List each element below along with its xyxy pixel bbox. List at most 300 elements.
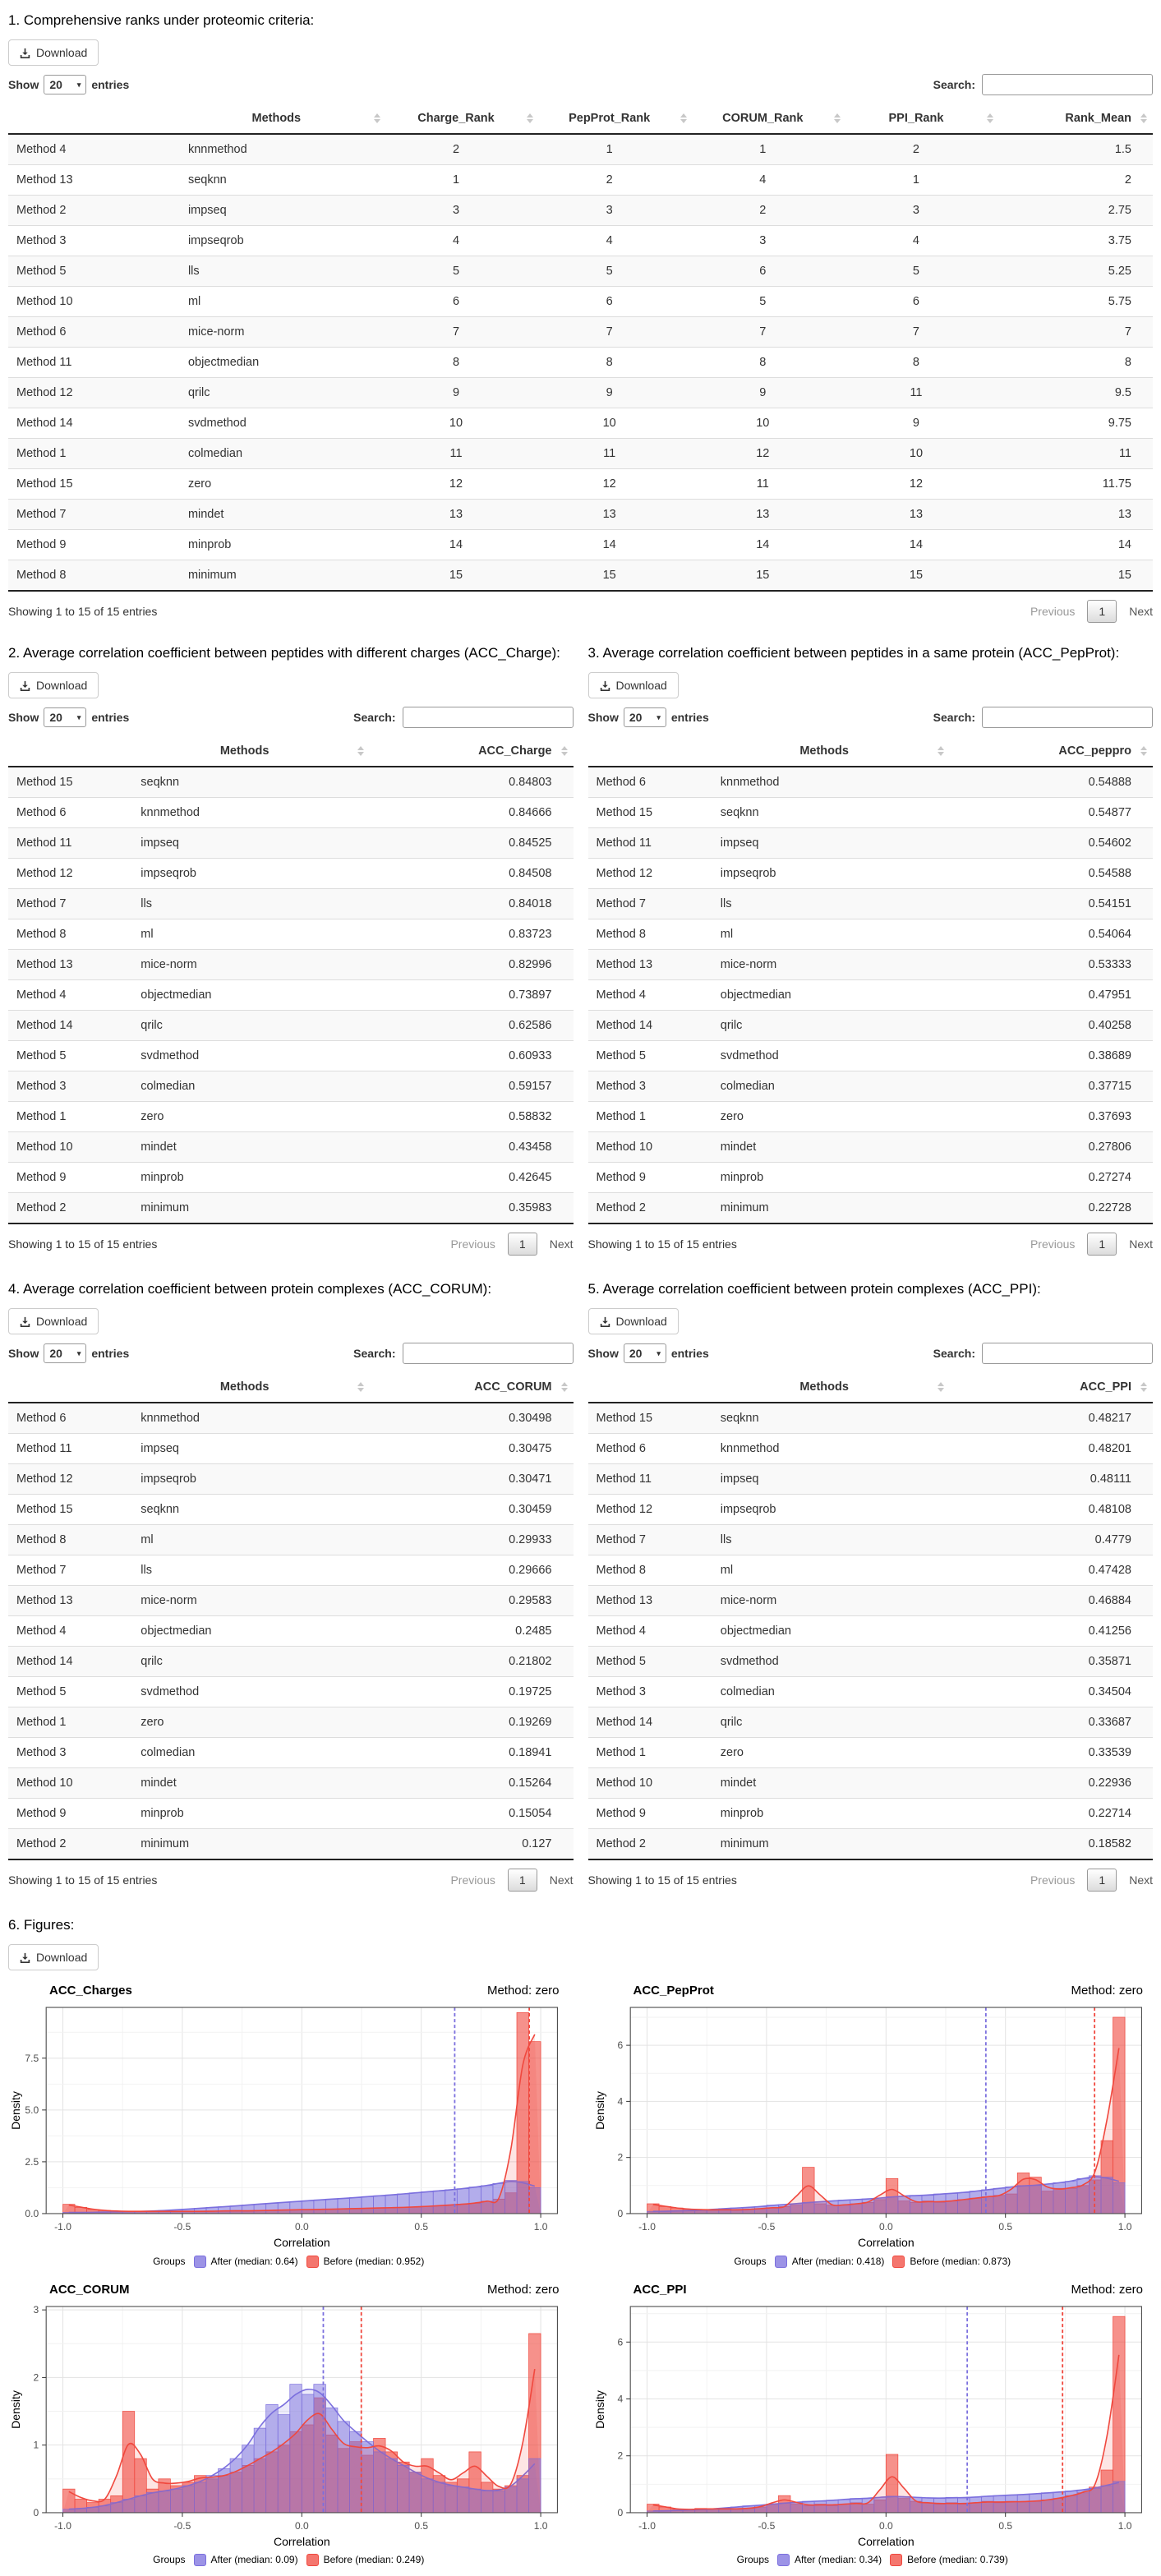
table-row: Method 6 knnmethod 0.84666 <box>8 798 574 828</box>
legend-item-before: Before (median: 0.249) <box>306 2554 425 2566</box>
chart-canvas-acc-pepprot <box>592 1999 1154 2255</box>
legend-swatch-before <box>306 2554 319 2566</box>
table-row: Method 3 colmedian 0.59157 <box>8 1071 574 1102</box>
page-size-value: 20 <box>49 711 62 725</box>
table-row: Method 4 knnmethod 2 1 1 2 1.5 <box>8 134 1153 165</box>
show-label: Show <box>8 711 39 725</box>
page-size-control <box>588 1343 709 1363</box>
chart-method-label: Method: zero <box>1071 2282 1143 2297</box>
table-controls <box>8 1343 574 1364</box>
caret-down-icon: ▾ <box>76 1348 81 1357</box>
svg-text:Density: Density <box>9 2389 23 2429</box>
search-control <box>933 707 1153 728</box>
section-title-acc-corum: 4. Average correlation coefficient between protein complexes (ACC_CORUM): <box>8 1281 492 1297</box>
next-page-button[interactable]: Next <box>1129 605 1153 619</box>
legend-item-before: Before (median: 0.873) <box>892 2256 1011 2268</box>
legend-item-before: Before (median: 0.739) <box>890 2554 1008 2566</box>
table-row: Method 2 minimum 0.22728 <box>588 1193 1154 1224</box>
svg-text:5.0: 5.0 <box>25 2104 39 2117</box>
page-number-button[interactable]: 1 <box>1087 1233 1117 1256</box>
svg-text:0.0: 0.0 <box>878 2221 893 2233</box>
svg-text:0.0: 0.0 <box>25 2208 39 2220</box>
section-title-acc-charge: 2. Average correlation coefficient between peptides with different charges (ACC_Charge): <box>8 645 560 661</box>
svg-text:Correlation: Correlation <box>857 2236 915 2250</box>
download-label: Download <box>36 679 88 693</box>
sort-arrows-icon <box>374 113 380 123</box>
section-acc-charge <box>8 636 574 1269</box>
svg-text:Correlation: Correlation <box>273 2236 330 2250</box>
sort-arrows-icon <box>834 113 841 123</box>
table-row: Method 15 zero 12 12 11 12 11.75 <box>8 469 1153 500</box>
pagination <box>1030 1869 1153 1892</box>
column-header-methods[interactable]: Methods <box>712 1372 950 1403</box>
column-header-methods[interactable]: Methods <box>712 736 950 767</box>
search-label: Search: <box>933 711 975 725</box>
chart-canvas-acc-corum <box>8 2298 569 2554</box>
svg-text:-1.0: -1.0 <box>54 2519 71 2532</box>
table-row: Method 7 lls 0.29666 <box>8 1555 574 1586</box>
table-row: Method 8 ml 0.83723 <box>8 919 574 950</box>
search-input[interactable] <box>403 1343 574 1364</box>
svg-text:1: 1 <box>33 2439 39 2451</box>
legend-title: Groups <box>734 2256 767 2267</box>
previous-page-button[interactable]: Previous <box>1030 605 1076 619</box>
page-size-select[interactable] <box>44 707 86 727</box>
table-row: Method 10 mindet 0.27806 <box>588 1132 1154 1163</box>
search-control <box>353 707 573 728</box>
table-info: Showing 1 to 15 of 15 entries <box>587 1873 737 1887</box>
acc-pepprot-table <box>588 736 1154 1224</box>
svg-text:Density: Density <box>592 2389 606 2429</box>
download-icon <box>600 1316 610 1327</box>
table-row: Method 3 colmedian 0.18941 <box>8 1738 574 1768</box>
svg-text:0.5: 0.5 <box>414 2221 429 2233</box>
legend-title: Groups <box>153 2256 186 2267</box>
caret-down-icon: ▾ <box>76 712 81 721</box>
svg-text:0.5: 0.5 <box>414 2519 429 2532</box>
legend-item-after: After (median: 0.09) <box>194 2554 298 2566</box>
column-header-ppi_rank[interactable]: PPI_Rank <box>846 104 1000 134</box>
svg-text:Correlation: Correlation <box>273 2534 330 2548</box>
page-size-value: 20 <box>49 1347 62 1361</box>
download-button[interactable] <box>588 672 679 698</box>
column-header-acc_peppro[interactable]: ACC_peppro <box>950 736 1154 767</box>
chart-title: ACC_Charges <box>49 1984 132 1998</box>
section-title-figures: 6. Figures: <box>8 1917 75 1933</box>
download-icon <box>600 680 610 691</box>
search-label: Search: <box>933 1347 975 1361</box>
row-label-header[interactable] <box>8 736 132 767</box>
table-controls <box>8 707 574 728</box>
figure-acc-charges <box>8 1982 569 2274</box>
search-control <box>353 1343 573 1364</box>
table-row: Method 15 seqknn 0.84803 <box>8 767 574 798</box>
show-label: Show <box>8 78 39 92</box>
table-footer <box>588 1233 1154 1256</box>
table-row: Method 11 impseq 0.48111 <box>588 1464 1154 1495</box>
download-button[interactable] <box>8 672 99 698</box>
svg-text:2: 2 <box>33 2371 39 2383</box>
download-label: Download <box>615 1315 667 1329</box>
previous-page-button[interactable]: Previous <box>1030 1237 1076 1251</box>
svg-text:0: 0 <box>616 2506 623 2518</box>
sort-arrows-icon <box>1140 746 1147 756</box>
chart-legend <box>592 2256 1154 2268</box>
chart-method-label: Method: zero <box>486 2282 560 2297</box>
table-row: Method 5 svdmethod 0.38689 <box>588 1041 1154 1071</box>
sort-arrows-icon <box>527 113 533 123</box>
caret-down-icon: ▾ <box>657 1348 661 1357</box>
table-row: Method 13 seqknn 1 2 4 1 2 <box>8 165 1153 196</box>
sort-arrows-icon <box>561 1382 568 1392</box>
table-row: Method 6 knnmethod 0.30498 <box>8 1403 574 1434</box>
chart-canvas-acc-charges <box>8 1999 569 2255</box>
page-number-button[interactable]: 1 <box>508 1869 537 1892</box>
row-label-header[interactable] <box>588 736 712 767</box>
svg-text:-0.5: -0.5 <box>758 2519 775 2532</box>
section-ranks <box>8 12 1153 623</box>
legend-swatch-before <box>306 2256 319 2268</box>
table-row: Method 4 objectmedian 0.47951 <box>588 980 1154 1011</box>
download-icon <box>20 1952 30 1963</box>
column-header-methods[interactable]: Methods <box>180 104 386 134</box>
legend-item-after: After (median: 0.64) <box>194 2256 298 2268</box>
table-row: Method 13 mice-norm 0.82996 <box>8 950 574 980</box>
table-row: Method 4 objectmedian 0.41256 <box>588 1616 1154 1647</box>
table-controls <box>588 707 1154 728</box>
table-footer <box>8 1869 574 1892</box>
table-row: Method 8 ml 0.47428 <box>588 1555 1154 1586</box>
legend-swatch-before <box>892 2256 905 2268</box>
table-row: Method 1 zero 0.19269 <box>8 1707 574 1738</box>
svg-text:-0.5: -0.5 <box>173 2221 191 2233</box>
section-title-ranks: 1. Comprehensive ranks under proteomic criteria: <box>8 12 315 28</box>
svg-text:2.5: 2.5 <box>25 2156 39 2168</box>
svg-text:0.0: 0.0 <box>878 2519 893 2532</box>
chart-title: ACC_CORUM <box>49 2282 130 2297</box>
sort-arrows-icon <box>1140 113 1147 123</box>
section-figures <box>8 1916 1153 2572</box>
chart-method-label: Method: zero <box>486 1984 560 1998</box>
section-acc-ppi <box>588 1272 1154 1905</box>
figure-acc-pepprot <box>592 1982 1154 2274</box>
table-row: Method 15 seqknn 0.30459 <box>8 1495 574 1525</box>
table-footer <box>8 600 1153 623</box>
download-button[interactable] <box>8 39 99 66</box>
page-size-value: 20 <box>629 1347 643 1361</box>
ranks-table <box>8 104 1153 592</box>
svg-text:0.0: 0.0 <box>294 2221 309 2233</box>
search-label: Search: <box>353 1347 396 1361</box>
download-label: Download <box>615 679 667 693</box>
svg-text:0: 0 <box>33 2506 39 2518</box>
table-row: Method 9 minprob 0.27274 <box>588 1163 1154 1193</box>
table-row: Method 6 mice-norm 7 7 7 7 7 <box>8 317 1153 348</box>
show-label: Show <box>8 1347 39 1361</box>
legend-title: Groups <box>736 2554 770 2566</box>
search-label: Search: <box>353 711 396 725</box>
table-row: Method 11 impseq 0.54602 <box>588 828 1154 859</box>
page-size-control <box>8 707 129 727</box>
table-row: Method 10 mindet 0.43458 <box>8 1132 574 1163</box>
search-label: Search: <box>933 78 975 92</box>
table-row: Method 5 lls 5 5 6 5 5.25 <box>8 256 1153 287</box>
entries-label: entries <box>91 1347 130 1361</box>
previous-page-button[interactable]: Previous <box>450 1237 495 1251</box>
table-row: Method 8 ml 0.29933 <box>8 1525 574 1555</box>
chart-canvas-acc-ppi <box>592 2298 1154 2554</box>
legend-swatch-after <box>777 2554 790 2566</box>
download-label: Download <box>36 1315 88 1329</box>
table-row: Method 10 ml 6 6 5 6 5.75 <box>8 287 1153 317</box>
column-header-charge_rank[interactable]: Charge_Rank <box>386 104 540 134</box>
download-icon <box>20 1316 30 1327</box>
svg-text:-1.0: -1.0 <box>638 2519 656 2532</box>
column-header-acc_charge[interactable]: ACC_Charge <box>370 736 574 767</box>
table-row: Method 3 colmedian 0.34504 <box>588 1677 1154 1707</box>
table-row: Method 5 svdmethod 0.60933 <box>8 1041 574 1071</box>
table-row: Method 2 impseq 3 3 2 3 2.75 <box>8 196 1153 226</box>
table-row: Method 2 minimum 0.35983 <box>8 1193 574 1224</box>
table-row: Method 10 mindet 0.15264 <box>8 1768 574 1799</box>
table-row: Method 8 ml 0.54064 <box>588 919 1154 950</box>
charts-grid <box>8 1982 1153 2572</box>
table-row: Method 14 svdmethod 10 10 10 9 9.75 <box>8 408 1153 439</box>
chart-title: ACC_PepProt <box>633 1984 714 1998</box>
chart-legend <box>8 2554 569 2566</box>
svg-text:0.0: 0.0 <box>294 2519 309 2532</box>
table-info: Showing 1 to 15 of 15 entries <box>8 605 158 619</box>
table-row: Method 2 minimum 0.127 <box>8 1829 574 1860</box>
svg-text:7.5: 7.5 <box>25 2053 39 2065</box>
column-header-methods[interactable]: Methods <box>132 736 370 767</box>
table-row: Method 5 svdmethod 0.35871 <box>588 1647 1154 1677</box>
next-page-button[interactable]: Next <box>1129 1237 1153 1251</box>
table-row: Method 7 lls 0.4779 <box>588 1525 1154 1555</box>
table-row: Method 7 mindet 13 13 13 13 13 <box>8 500 1153 530</box>
table-info: Showing 1 to 15 of 15 entries <box>8 1873 158 1887</box>
column-header-acc_corum[interactable]: ACC_CORUM <box>370 1372 574 1403</box>
legend-item-after: After (median: 0.34) <box>777 2554 882 2566</box>
search-input[interactable] <box>982 1343 1153 1364</box>
svg-text:4: 4 <box>616 2393 623 2405</box>
table-row: Method 13 mice-norm 0.46884 <box>588 1586 1154 1616</box>
svg-text:2: 2 <box>616 2449 623 2462</box>
pagination <box>1030 600 1153 623</box>
table-row: Method 3 colmedian 0.37715 <box>588 1071 1154 1102</box>
table-row: Method 10 mindet 0.22936 <box>588 1768 1154 1799</box>
download-button[interactable] <box>8 1308 99 1334</box>
page-size-select[interactable] <box>624 707 666 727</box>
table-row: Method 13 mice-norm 0.53333 <box>588 950 1154 980</box>
table-row: Method 11 objectmedian 8 8 8 8 8 <box>8 348 1153 378</box>
download-label: Download <box>36 1951 88 1965</box>
page-number-button[interactable]: 1 <box>1087 600 1117 623</box>
svg-text:-0.5: -0.5 <box>758 2221 775 2233</box>
chart-legend <box>8 2256 569 2268</box>
table-footer <box>8 1233 574 1256</box>
column-header-rank_mean[interactable]: Rank_Mean <box>999 104 1153 134</box>
table-row: Method 4 objectmedian 0.73897 <box>8 980 574 1011</box>
table-row: Method 4 objectmedian 0.2485 <box>8 1616 574 1647</box>
entries-label: entries <box>91 711 130 725</box>
next-page-button[interactable]: Next <box>549 1873 574 1887</box>
svg-text:6: 6 <box>616 2335 623 2348</box>
search-control <box>933 1343 1153 1364</box>
table-row: Method 9 minprob 14 14 14 14 14 <box>8 530 1153 560</box>
table-info: Showing 1 to 15 of 15 entries <box>587 1237 737 1251</box>
column-header-pepprot_rank[interactable]: PepProt_Rank <box>539 104 693 134</box>
table-info: Showing 1 to 15 of 15 entries <box>8 1237 158 1251</box>
page-size-select[interactable] <box>624 1343 666 1363</box>
sort-arrows-icon <box>938 1382 944 1392</box>
table-row: Method 14 qrilc 0.40258 <box>588 1011 1154 1041</box>
table-row: Method 9 minprob 0.15054 <box>8 1799 574 1829</box>
sort-arrows-icon <box>561 746 568 756</box>
caret-down-icon: ▾ <box>657 712 661 721</box>
chart-title: ACC_PPI <box>633 2282 687 2297</box>
table-row: Method 8 minimum 15 15 15 15 15 <box>8 560 1153 592</box>
table-row: Method 14 qrilc 0.33687 <box>588 1707 1154 1738</box>
table-row: Method 14 qrilc 0.62586 <box>8 1011 574 1041</box>
table-row: Method 1 colmedian 11 11 12 10 11 <box>8 439 1153 469</box>
table-row: Method 1 zero 0.37693 <box>588 1102 1154 1132</box>
table-row: Method 9 minprob 0.42645 <box>8 1163 574 1193</box>
previous-page-button[interactable]: Previous <box>450 1873 495 1887</box>
table-row: Method 15 seqknn 0.48217 <box>588 1403 1154 1434</box>
pagination <box>450 1869 573 1892</box>
svg-text:0.5: 0.5 <box>997 2519 1012 2532</box>
page-size-select[interactable] <box>44 75 86 94</box>
show-label: Show <box>587 1347 619 1361</box>
previous-page-button[interactable]: Previous <box>1030 1873 1076 1887</box>
chart-legend <box>592 2554 1154 2566</box>
legend-swatch-before <box>890 2554 902 2566</box>
section-title-acc-pepprot: 3. Average correlation coefficient between peptides in a same protein (ACC_PepProt): <box>587 645 1120 661</box>
svg-text:-0.5: -0.5 <box>173 2519 191 2532</box>
table-row: Method 12 impseqrob 0.30471 <box>8 1464 574 1495</box>
page-size-control <box>8 75 129 94</box>
pagination <box>1030 1233 1153 1256</box>
sort-arrows-icon <box>680 113 687 123</box>
table-controls <box>588 1343 1154 1364</box>
svg-text:Correlation: Correlation <box>857 2534 915 2548</box>
table-row: Method 7 lls 0.54151 <box>588 889 1154 919</box>
sort-arrows-icon <box>938 746 944 756</box>
page-size-select[interactable] <box>44 1343 86 1363</box>
table-row: Method 1 zero 0.58832 <box>8 1102 574 1132</box>
figure-acc-corum <box>8 2281 569 2573</box>
legend-title: Groups <box>153 2554 186 2566</box>
table-row: Method 14 qrilc 0.21802 <box>8 1647 574 1677</box>
download-icon <box>20 680 30 691</box>
table-row: Method 6 knnmethod 0.54888 <box>588 767 1154 798</box>
page-size-value: 20 <box>49 78 62 92</box>
table-row: Method 12 qrilc 9 9 9 11 9.5 <box>8 378 1153 408</box>
next-page-button[interactable]: Next <box>549 1237 574 1251</box>
row-label-header[interactable] <box>588 1372 712 1403</box>
legend-item-before: Before (median: 0.952) <box>306 2256 425 2268</box>
svg-text:0.5: 0.5 <box>997 2221 1012 2233</box>
table-row: Method 13 mice-norm 0.29583 <box>8 1586 574 1616</box>
sort-arrows-icon <box>357 1382 364 1392</box>
entries-label: entries <box>91 78 130 92</box>
sort-arrows-icon <box>357 746 364 756</box>
svg-text:-1.0: -1.0 <box>54 2221 71 2233</box>
download-label: Download <box>36 46 88 60</box>
table-row: Method 11 impseq 0.30475 <box>8 1434 574 1464</box>
column-header-acc_ppi[interactable]: ACC_PPI <box>950 1372 1154 1403</box>
table-row: Method 3 impseqrob 4 4 3 4 3.75 <box>8 226 1153 256</box>
table-row: Method 12 impseqrob 0.48108 <box>588 1495 1154 1525</box>
svg-text:0: 0 <box>616 2208 623 2220</box>
page-number-button[interactable]: 1 <box>1087 1869 1117 1892</box>
column-header-corum_rank[interactable]: CORUM_Rank <box>693 104 846 134</box>
acc-ppi-table <box>588 1372 1154 1860</box>
chart-method-label: Method: zero <box>1071 1984 1143 1998</box>
section-title-acc-ppi: 5. Average correlation coefficient between protein complexes (ACC_PPI): <box>587 1281 1041 1297</box>
table-footer <box>588 1869 1154 1892</box>
entries-label: entries <box>670 711 709 725</box>
row-label-header[interactable] <box>8 1372 132 1403</box>
column-header-methods[interactable]: Methods <box>132 1372 370 1403</box>
search-input[interactable] <box>982 707 1153 728</box>
row-label-header[interactable] <box>8 104 180 134</box>
page-size-value: 20 <box>629 711 643 725</box>
svg-text:4: 4 <box>616 2095 623 2108</box>
next-page-button[interactable]: Next <box>1129 1873 1153 1887</box>
svg-text:2: 2 <box>616 2152 623 2164</box>
download-button[interactable] <box>8 1944 99 1970</box>
pagination <box>450 1233 573 1256</box>
svg-text:6: 6 <box>616 2039 623 2052</box>
section-acc-pepprot <box>588 636 1154 1269</box>
svg-text:1.0: 1.0 <box>533 2519 548 2532</box>
page-size-control <box>8 1343 129 1363</box>
table-row: Method 15 seqknn 0.54877 <box>588 798 1154 828</box>
download-icon <box>20 48 30 58</box>
table-row: Method 11 impseq 0.84525 <box>8 828 574 859</box>
table-controls <box>8 74 1153 95</box>
caret-down-icon: ▾ <box>76 80 81 89</box>
svg-text:-1.0: -1.0 <box>638 2221 656 2233</box>
table-row: Method 1 zero 0.33539 <box>588 1738 1154 1768</box>
show-label: Show <box>587 711 619 725</box>
page-number-button[interactable]: 1 <box>508 1233 537 1256</box>
legend-item-after: After (median: 0.418) <box>775 2256 885 2268</box>
table-row: Method 12 impseqrob 0.84508 <box>8 859 574 889</box>
download-button[interactable] <box>588 1308 679 1334</box>
section-acc-corum <box>8 1272 574 1905</box>
table-row: Method 5 svdmethod 0.19725 <box>8 1677 574 1707</box>
page-size-control <box>588 707 709 727</box>
figure-acc-ppi <box>592 2281 1154 2573</box>
entries-label: entries <box>670 1347 709 1361</box>
sort-arrows-icon <box>1140 1382 1147 1392</box>
sort-arrows-icon <box>987 113 993 123</box>
table-row: Method 12 impseqrob 0.54588 <box>588 859 1154 889</box>
table-row: Method 6 knnmethod 0.48201 <box>588 1434 1154 1464</box>
search-control <box>933 74 1153 95</box>
svg-text:3: 3 <box>33 2303 39 2316</box>
svg-text:1.0: 1.0 <box>1117 2519 1131 2532</box>
svg-text:1.0: 1.0 <box>533 2221 548 2233</box>
search-input[interactable] <box>403 707 574 728</box>
table-row: Method 7 lls 0.84018 <box>8 889 574 919</box>
table-row: Method 2 minimum 0.18582 <box>588 1829 1154 1860</box>
acc-charge-table <box>8 736 574 1224</box>
search-input[interactable] <box>982 74 1153 95</box>
